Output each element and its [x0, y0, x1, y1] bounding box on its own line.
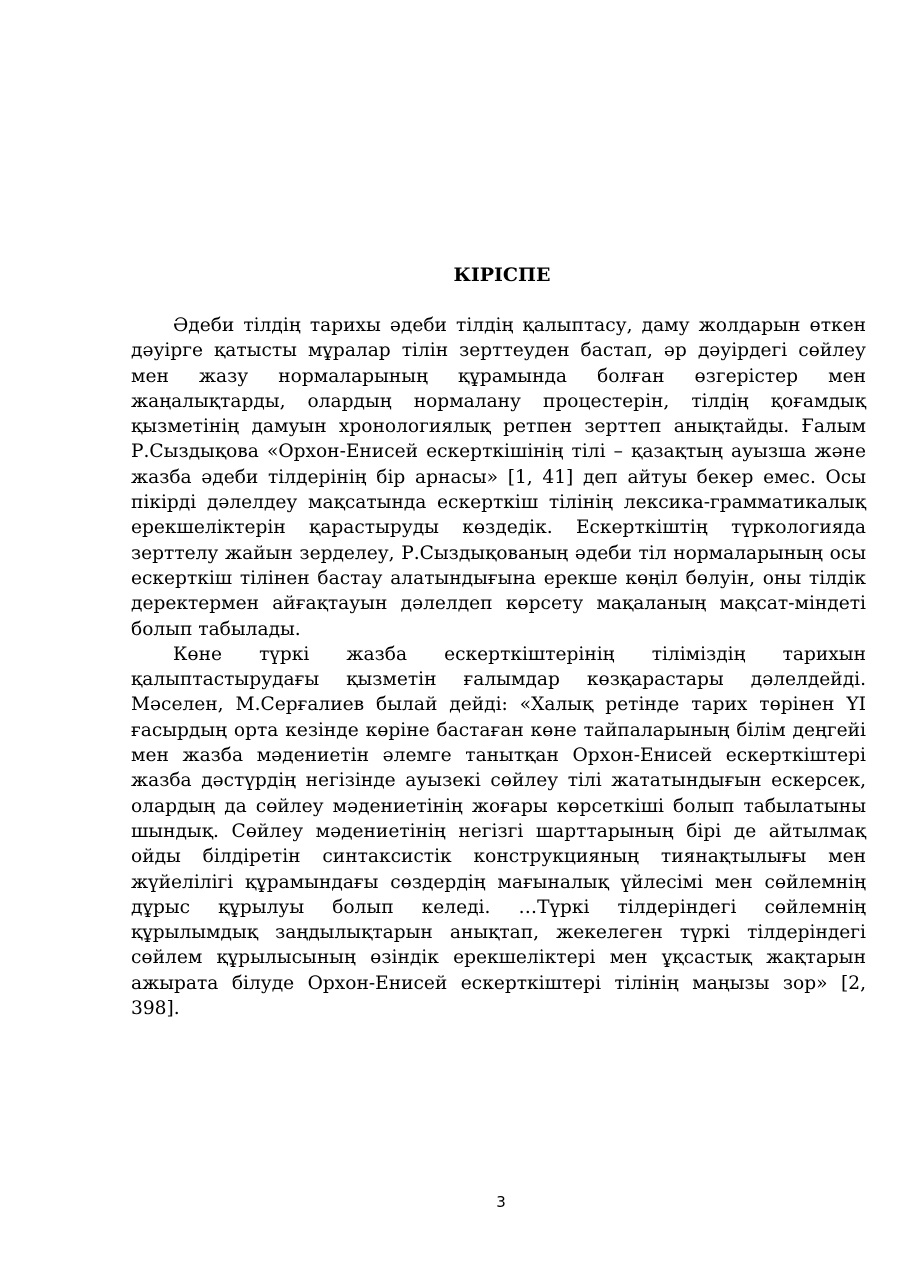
paragraph-2: Көне түркі жазба ескерткіштерінің тіліміздің тарихын қалыптастырудағы қызметін ғалымдар көзқарастары дәлелдейді. Мәселен, М.Серғалиев былай дейді: «Халық ретінде тарих төрінен YI ғасырдың орта кезінде көріне бастаған көне тайпаларының білім деңгейі мен жазба мәдениетін әлемге танытқан Орхон-Енисей ескерткіштері жазба дәстүрдің негізінде ауызекі сөйлеу тілі жататындығын ескерсек, олардың да сөйлеу мәдениетінің жоғары көрсеткіші болып табылатыны шындық. Сөйлеу мәдениетінің негізгі шарттарының бірі де айтылмақ ойды білдіретін синтаксистік конструкцияның тиянақтылығы мен жүйелілігі құрамындағы сөздердің мағыналық үйлесімі мен сөйлемнің дұрыс құрылуы болып келеді. …Түркі тілдеріндегі сөйлемнің құрылымдық заңдылықтарын анықтап, жекелеген түркі тілдеріндегі сөйлем құрылысының өзіндік ерекшеліктері мен ұқсастық жақтарын ажырата білуде Орхон-Енисей ескерткіштері тілінің маңызы зор» [2, 398].: [131, 643, 866, 1020]
page-title: КІРІСПЕ: [453, 264, 551, 286]
document-body: [131, 313, 866, 1021]
page-number: 3: [496, 1193, 506, 1211]
paragraph-1: Әдеби тілдің тарихы әдеби тілдің қалыптасу, даму жолдарын өткен дәуірге қатысты мұралар тілін зерттеуден бастап, әр дәуірдегі сөйлеу мен жазу нормаларының құрамында болған өзгерістер мен жаңалықтарды, олардың нормалану процестерін, тілдің қоғамдық қызметінің дамуын хронологиялық ретпен зерттеп анықтайды. Ғалым Р.Сыздықова «Орхон-Енисей ескерткішінің тілі – қазақтың ауызша және жазба әдеби тілдерінің бір арнасы» [1, 41] деп айтуы бекер емес. Осы пікірді дәлелдеу мақсатында ескерткіш тілінің лексика-грамматикалық ерекшеліктерін қарастыруды көздедік. Ескерткіштің түркологияда зерттелу жайын зерделеу, Р.Сыздықованың әдеби тіл нормаларының осы ескерткіш тілінен бастау алатындығына ерекше көңіл бөлуін, оны тілдік деректермен айғақтауын дәлелдеп көрсету мақаланың мақсат-міндеті болып табылады.: [131, 315, 866, 640]
